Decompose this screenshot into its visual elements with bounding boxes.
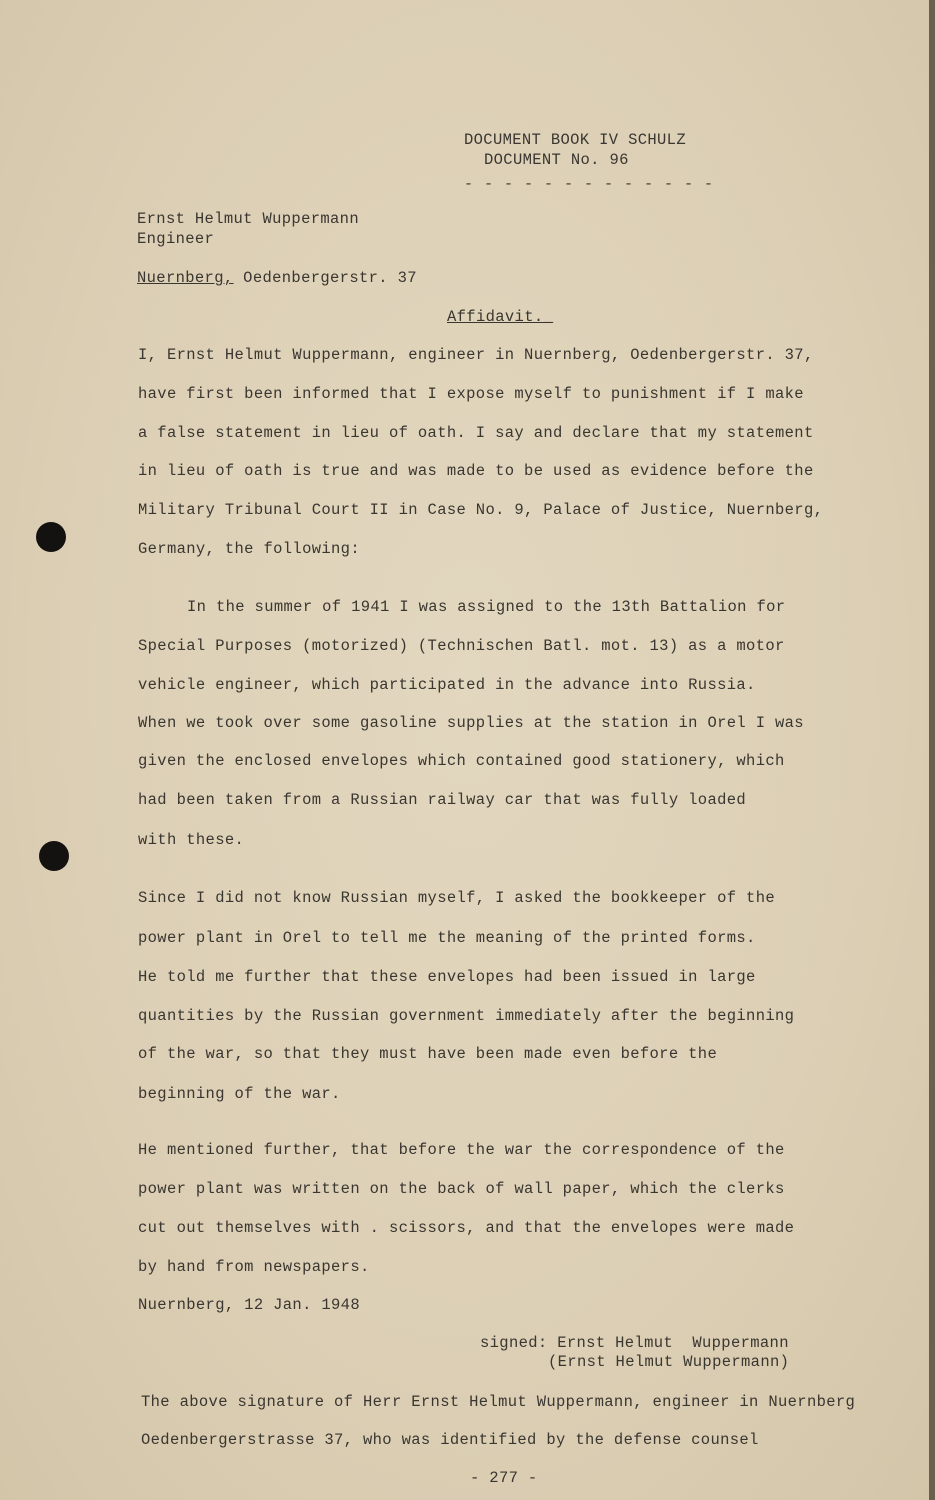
punch-hole-top (36, 522, 66, 552)
body-line: When we took over some gasoline supplies at the station in Orel I was (138, 714, 804, 732)
document-book-title: DOCUMENT BOOK IV SCHULZ (464, 131, 686, 149)
body-line: a false statement in lieu of oath. I say and declare that my statement (138, 424, 814, 442)
author-name: Ernst Helmut Wuppermann (137, 210, 359, 228)
page-edge (929, 0, 935, 1500)
page-number: - 277 - (470, 1469, 538, 1487)
place-date: Nuernberg, 12 Jan. 1948 (138, 1296, 360, 1314)
body-line: In the summer of 1941 I was assigned to the 13th Battalion for (187, 598, 786, 616)
body-line: with these. (138, 831, 245, 849)
author-city: Nuernberg, (137, 269, 234, 287)
author-address (137, 269, 417, 287)
body-line: given the enclosed envelopes which contained good stationery, which (138, 752, 785, 770)
body-line: beginning of the war. (138, 1085, 341, 1103)
header-rule: - - - - - - - - - - - - - (464, 176, 715, 193)
author-title: Engineer (137, 230, 215, 248)
author-street: Oedenbergerstr. 37 (233, 269, 417, 287)
body-line: Since I did not know Russian myself, I asked the bookkeeper of the (138, 889, 775, 907)
affidavit-heading: Affidavit._ (447, 308, 554, 326)
punch-hole-bottom (39, 841, 69, 871)
closing-line: The above signature of Herr Ernst Helmut Wuppermann, engineer in Nuernberg (141, 1393, 856, 1411)
body-line: Germany, the following: (138, 540, 360, 558)
body-line: power plant in Orel to tell me the meaning of the printed forms. (138, 929, 756, 947)
body-line: had been taken from a Russian railway car that was fully loaded (138, 791, 747, 809)
body-line: power plant was written on the back of wall paper, which the clerks (138, 1180, 785, 1198)
body-line: He mentioned further, that before the war the correspondence of the (138, 1141, 785, 1159)
body-line: quantities by the Russian government immediately after the beginning (138, 1007, 795, 1025)
body-line: Special Purposes (motorized) (Technischen Batl. mot. 13) as a motor (138, 637, 785, 655)
signature-name: (Ernst Helmut Wuppermann) (548, 1353, 790, 1371)
closing-line: Oedenbergerstrasse 37, who was identified by the defense counsel (141, 1431, 759, 1449)
body-line: vehicle engineer, which participated in the advance into Russia. (138, 676, 756, 694)
body-line: I, Ernst Helmut Wuppermann, engineer in Nuernberg, Oedenbergerstr. 37, (138, 346, 814, 364)
document-number: DOCUMENT No. 96 (484, 151, 629, 169)
body-line: of the war, so that they must have been made even before the (138, 1045, 718, 1063)
body-line: Military Tribunal Court II in Case No. 9, Palace of Justice, Nuernberg, (138, 501, 824, 519)
body-line: have first been informed that I expose myself to punishment if I make (138, 385, 804, 403)
body-line: He told me further that these envelopes had been issued in large (138, 968, 756, 986)
body-line: cut out themselves with . scissors, and that the envelopes were made (138, 1219, 795, 1237)
signature-line: signed: Ernst Helmut Wuppermann (480, 1334, 789, 1352)
body-line: in lieu of oath is true and was made to be used as evidence before the (138, 462, 814, 480)
body-line: by hand from newspapers. (138, 1258, 370, 1276)
